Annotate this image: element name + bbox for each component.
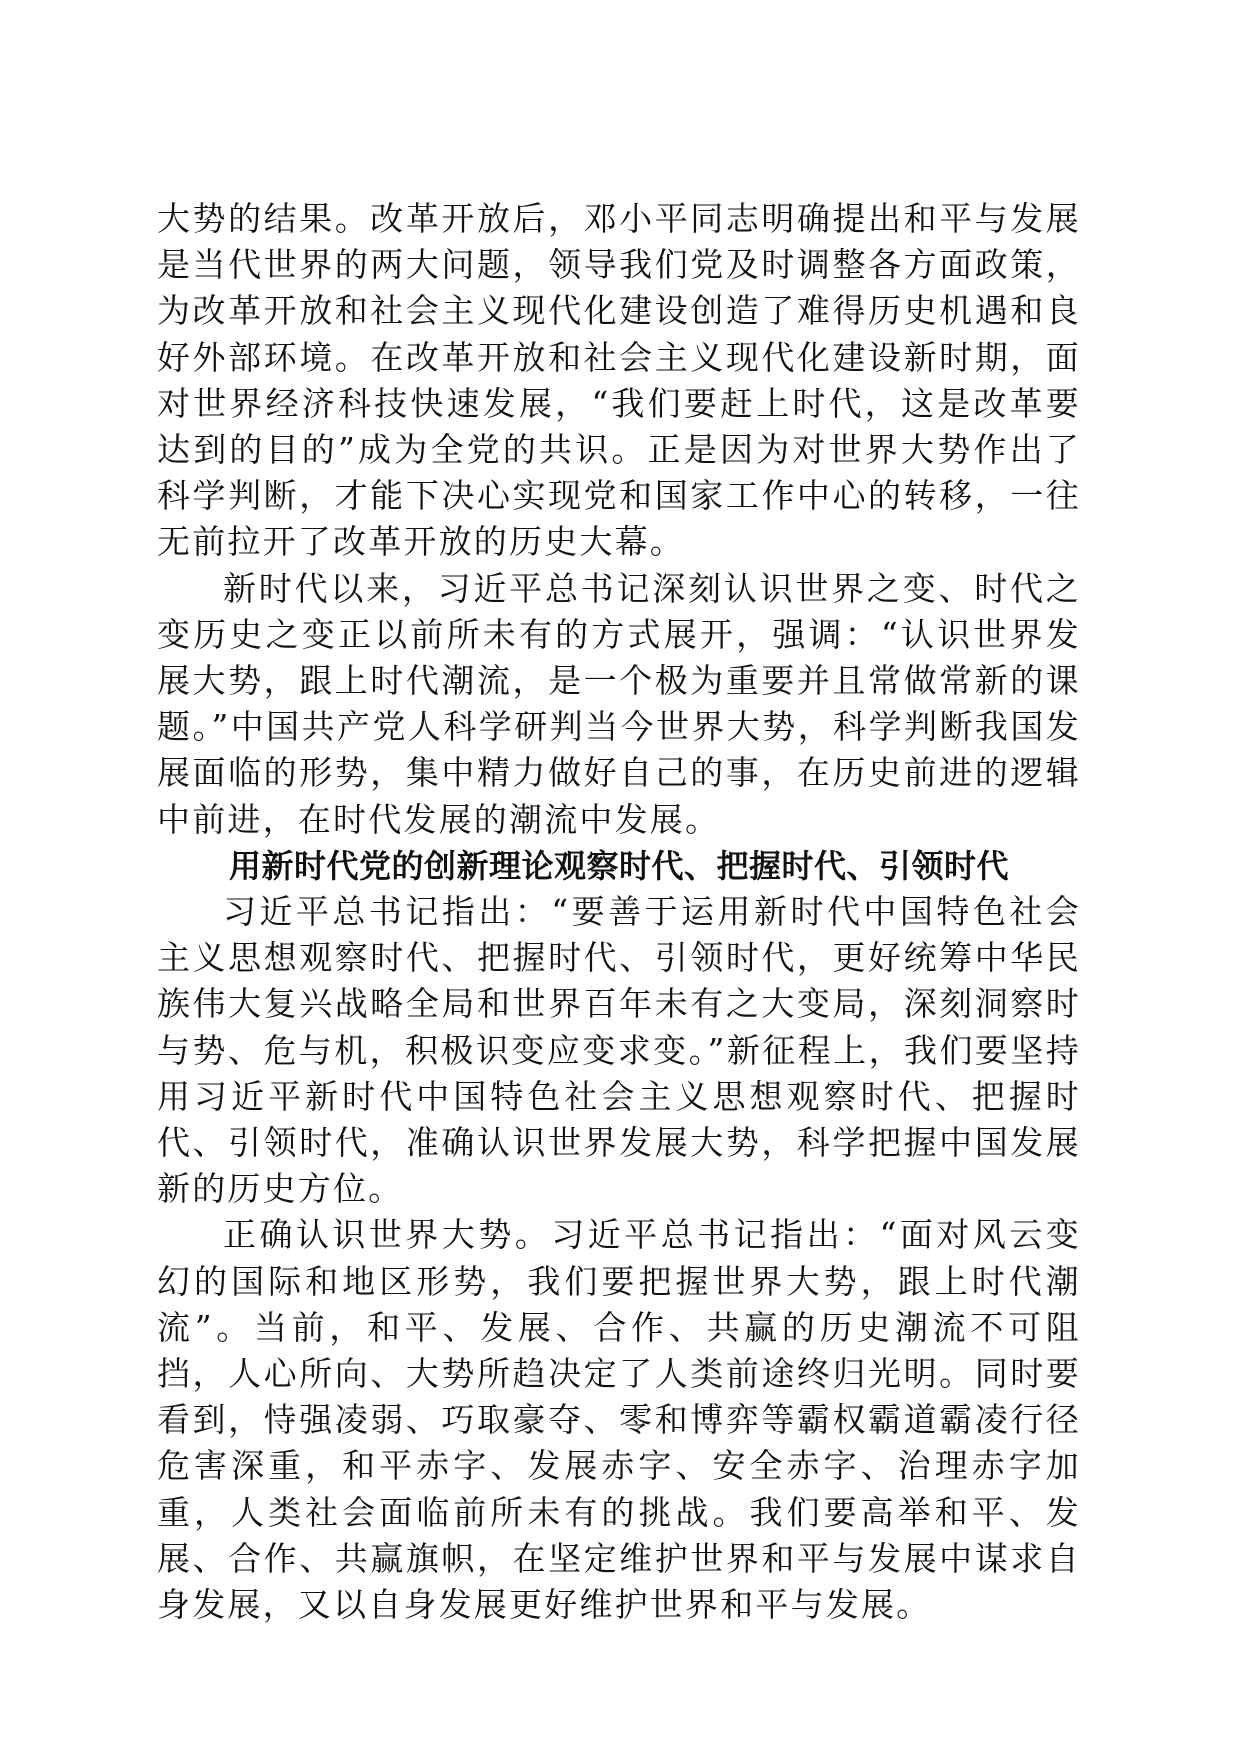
paragraph-new-era: 新时代以来，习近平总书记深刻认识世界之变、时代之变历史之变正以前所未有的方式展开，强调：“认识世界发展大势，跟上时代潮流，是一个极为重要并且常做常新的课题。”中国共产党人科学研判当今世界大势，科学判断我国发展面临的形势，集中精力做好自己的事，在历史前进的逻辑中前进，在时代发展的潮流中发展。 [157, 568, 1081, 839]
paragraph-world-trend: 正确认识世界大势。习近平总书记指出：“面对风云变幻的国际和地区形势，我们要把握世界大势，跟上时代潮流”。当前，和平、发展、合作、共赢的历史潮流不可阻挡，人心所向、大势所趋决定了人类前途终归光明。同时要看到，恃强凌弱、巧取豪夺、零和博弈等霸权霸道霸凌行径危害深重，和平赤字、发展赤字、安全赤字、治理赤字加重，人类社会面临前所未有的挑战。我们要高举和平、发展、合作、共赢旗帜，在坚定维护世界和平与发展中谋求自身发展，又以自身发展更好维护世界和平与发展。 [157, 1215, 1081, 1625]
document-body [157, 196, 1081, 1628]
paragraph-continued: 大势的结果。改革开放后，邓小平同志明确提出和平与发展是当代世界的两大问题，领导我们党及时调整各方面政策，为改革开放和社会主义现代化建设创造了难得历史机遇和良好外部环境。在改革开放和社会主义现代化建设新时期，面对世界经济科技快速发展，“我们要赶上时代，这是改革要达到的目的”成为全党的共识。正是因为对世界大势作出了科学判断，才能下决心实现党和国家工作中心的转移，一往无前拉开了改革开放的历史大幕。 [157, 199, 1081, 562]
paragraph-xi-quote: 习近平总书记指出：“要善于运用新时代中国特色社会主义思想观察时代、把握时代、引领时代，更好统筹中华民族伟大复兴战略全局和世界百年未有之大变局，深刻洞察时与势、危与机，积极识变应变求变。”新征程上，我们要坚持用习近平新时代中国特色社会主义思想观察时代、把握时代、引领时代，准确认识世界发展大势，科学把握中国发展新的历史方位。 [157, 892, 1081, 1209]
section-heading: 用新时代党的创新理论观察时代、把握时代、引领时代 [228, 846, 1009, 885]
